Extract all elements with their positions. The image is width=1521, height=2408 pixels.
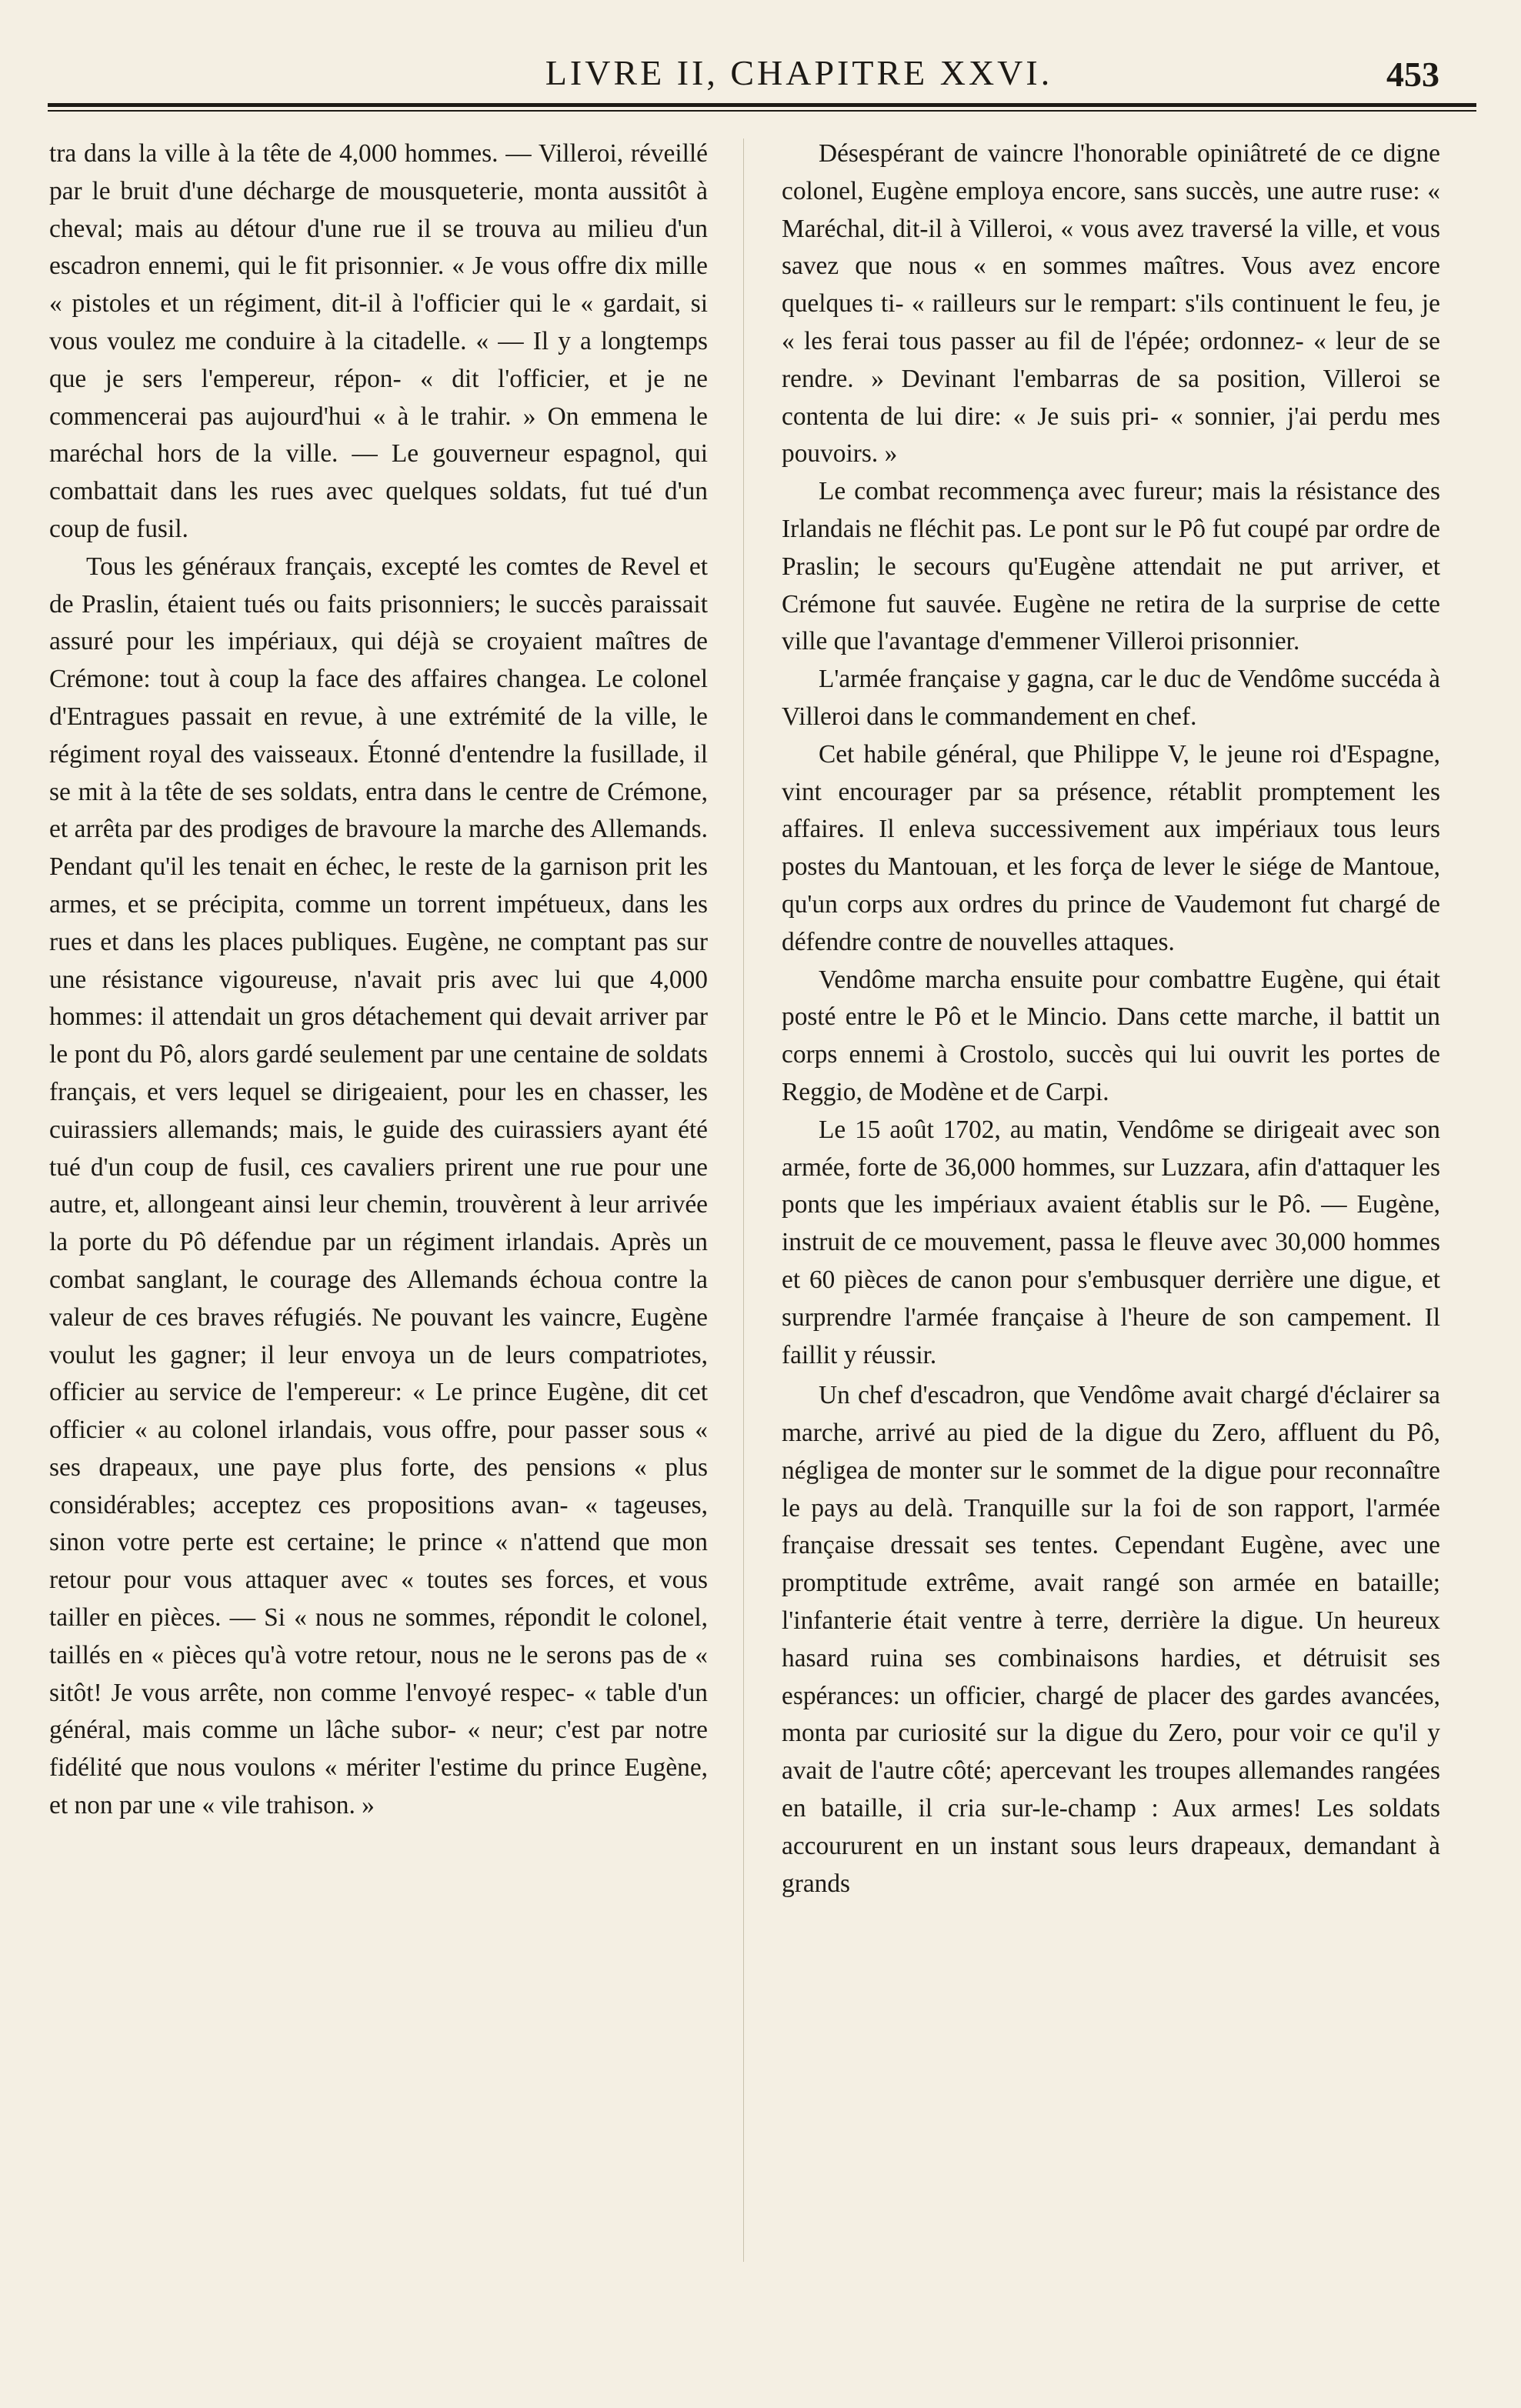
page-number: 453	[1386, 55, 1439, 94]
column-divider	[743, 138, 744, 2262]
running-head	[138, 48, 1459, 102]
left-column	[49, 135, 708, 1825]
paragraph: Le 15 août 1702, au matin, Vendôme se dirigeait avec son armée, forte de 36,000 hommes, sur Luzzara, afin d'attaquer les ponts que les impériaux avaient établis sur le Pô. — Eugène, instruit de ce mouvement, passa le fleuve avec 30,000 hommes et 60 pièces de canon pour s'embusquer derrière une digue, et surprendre l'armée française à l'heure de son campement. Il faillit y réussir.	[782, 1115, 1440, 1369]
header-rule-thin	[48, 110, 1476, 112]
paragraph: Tous les généraux français, excepté les comtes de Revel et de Praslin, étaient tués ou faits prisonniers; le succès paraissait assuré pour les impériaux, qui déjà se croyaient maîtres de Crémone: tout à coup la face des affaires changea. Le colonel d'Entragues passait en revue, à une extrémité de la ville, le régiment royal des vaisseaux. Étonné d'entendre la fusillade, il se mit à la tête de ses soldats, entra dans le centre de Crémone, et arrêta par des prodiges de bravoure la marche des Allemands. Pendant qu'il les tenait en échec, le reste de la garnison prit les armes, et se précipita, comme un torrent impétueux, dans les rues et dans les places publiques. Eugène, ne comptant pas sur une résistance vigoureuse, n'avait pris avec lui que 4,000 hommes: il attendait un gros détachement qui devait arriver par le pont du Pô, alors gardé seulement par une centaine de soldats français, et vers lequel se dirigeaient, pour les en chasser, les cuirassiers allemands; mais, le guide des cuirassiers ayant été tué d'un coup de fusil, ces cavaliers prirent une rue pour une autre, et, allongeant ainsi leur chemin, trouvèrent à leur arrivée la porte du Pô défendue par un régiment irlandais. Après un combat sanglant, le courage des Allemands échoua contre la valeur de ces braves réfugiés. Ne pouvant les vaincre, Eugène voulut les gagner; il leur envoya un de leurs compatriotes, officier au service de l'empereur: « Le prince Eugène, dit cet officier « au colonel irlandais, vous offre, pour passer sous « ses drapeaux, une paye plus forte, des pensions « plus considérables; acceptez ces propositions avan- « tageuses, sinon votre perte est certaine; le prince « n'attend que mon retour pour vous attaquer avec « toutes ses forces, et vous tailler en pièces. — Si « nous ne sommes, répondit le colonel, taillés en « pièces qu'à votre retour, nous ne le serons pas de « sitôt! Je vous arrête, non comme l'envoyé respec- « table d'un général, mais comme un lâche subor- « neur; c'est par notre fidélité que nous voulons « mériter l'estime du prince Eugène, et non par une « vile trahison. »	[49, 552, 708, 1820]
paragraph: tra dans la ville à la tête de 4,000 hommes. — Villeroi, réveillé par le bruit d'une décharge de mousqueterie, monta aussitôt à cheval; mais au détour d'une rue il se trouva au milieu d'un escadron ennemi, qui le fit prisonnier. « Je vous offre dix mille « pistoles et un régiment, dit-il à l'officier qui le « gardait, si vous voulez me conduire à la citadelle. « — Il y a longtemps que je sers l'empereur, répon- « dit l'officier, et je ne commencerai pas aujourd'hui « à le trahir. » On emmena le maréchal hors de la ville. — Le gouverneur espagnol, qui combattait dans les rues avec quelques soldats, fut tué d'un coup de fusil.	[49, 139, 708, 543]
paragraph: Un chef d'escadron, que Vendôme avait chargé d'éclairer sa marche, arrivé au pied de la digue du Zero, affluent du Pô, négligea de monter sur le sommet de la digue pour reconnaître le pays au delà. Tranquille sur la foi de son rapport, l'armée française dressait ses tentes. Cependant Eugène, avec une promptitude extrême, avait rangé son armée en bataille; l'infanterie était ventre à terre, derrière la digue. Un heureux hasard ruina ses combinaisons hardies, et détruisit ses espérances: un officier, chargé de placer des gardes avancées, monta par curiosité sur la digue du Zero, pour voir ce qu'il y avait de l'autre côté; apercevant les troupes allemandes rangées en bataille, il cria sur-le-champ : Aux armes! Les soldats accoururent en un instant sous leurs drapeaux, demandant à grands	[782, 1381, 1440, 1898]
chapter-title: LIVRE II, CHAPITRE XXVI.	[545, 53, 1053, 92]
paragraph: L'armée française y gagna, car le duc de Vendôme succéda à Villeroi dans le commandement en chef.	[782, 665, 1440, 731]
paragraph: Désespérant de vaincre l'honorable opiniâtreté de ce digne colonel, Eugène employa encore, sans succès, une autre ruse: « Maréchal, dit-il à Villeroi, « vous avez traversé la ville, et vous savez que nous « en sommes maîtres. Vous avez encore quelques ti- « railleurs sur le rempart: s'ils continuent le feu, je « les ferai tous passer au fil de l'épée; ordonnez- « leur de se rendre. » Devinant l'embarras de sa position, Villeroi se contenta de lui dire: « Je suis pri- « sonnier, j'ai perdu mes pouvoirs. »	[782, 139, 1440, 469]
header-rule-thick	[48, 103, 1476, 107]
right-column	[782, 135, 1440, 1903]
paragraph: Le combat recommença avec fureur; mais la résistance des Irlandais ne fléchit pas. Le pont sur le Pô fut coupé par ordre de Praslin; le secours qu'Eugène attendait ne put arriver, et Crémone fut sauvée. Eugène ne retira de la surprise de cette ville que l'avantage d'emmener Villeroi prisonnier.	[782, 477, 1440, 656]
paragraph: Vendôme marcha ensuite pour combattre Eugène, qui était posté entre le Pô et le Mincio. Dans cette marche, il battit un corps ennemi à Crostolo, succès qui lui ouvrit les portes de Reggio, de Modène et de Carpi.	[782, 965, 1440, 1106]
paragraph: Cet habile général, que Philippe V, le jeune roi d'Espagne, vint encourager par sa présence, rétablit promptement les affaires. Il enleva successivement aux impériaux tous leurs postes du Mantouan, et les força de lever le siége de Mantoue, qu'un corps aux ordres du prince de Vaudemont fut chargé de défendre contre de nouvelles attaques.	[782, 739, 1440, 956]
